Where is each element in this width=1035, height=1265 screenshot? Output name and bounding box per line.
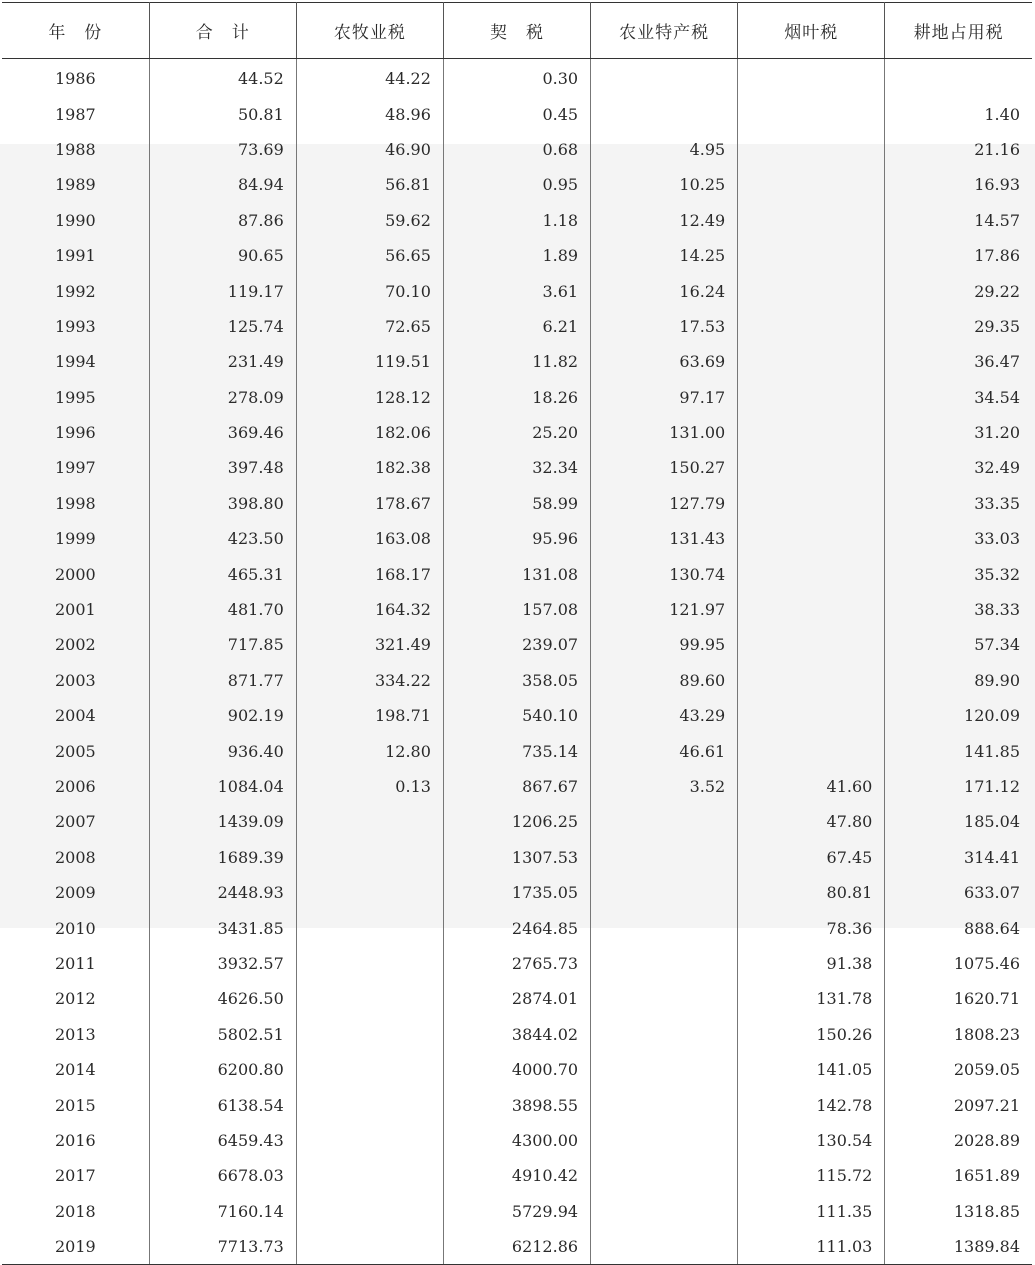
cell-special-agri-tax <box>591 59 738 97</box>
table-row <box>2 167 1032 202</box>
table-row <box>2 1017 1032 1052</box>
table-row <box>2 769 1032 804</box>
cell-total: 369.46 <box>149 415 296 450</box>
cell-deed-tax: 2874.01 <box>443 981 590 1016</box>
cell-year: 2012 <box>2 981 149 1016</box>
cell-year: 2016 <box>2 1123 149 1158</box>
cell-year: 2018 <box>2 1194 149 1229</box>
cell-tobacco-tax: 111.03 <box>738 1229 885 1265</box>
cell-agricultural-tax <box>296 1158 443 1193</box>
cell-farmland-tax: 38.33 <box>974 600 1020 620</box>
cell-special-agri-tax <box>591 1052 738 1087</box>
cell-year: 1988 <box>2 132 149 167</box>
cell-special-agri-tax: 131.43 <box>591 521 738 556</box>
cell-agricultural-tax: 334.22 <box>296 663 443 698</box>
header-total: 合 计 <box>149 3 296 59</box>
cell-deed-tax: 239.07 <box>443 627 590 662</box>
table-row <box>2 1194 1032 1229</box>
cell-farmland-tax: 29.35 <box>974 316 1020 336</box>
cell-year: 2004 <box>2 698 149 733</box>
cell-agricultural-tax <box>296 910 443 945</box>
cell-deed-tax: 2464.85 <box>443 910 590 945</box>
cell-farmland-tax: 1.40 <box>984 104 1020 124</box>
cell-deed-tax: 358.05 <box>443 663 590 698</box>
cell-agricultural-tax <box>296 1229 443 1265</box>
cell-total: 5802.51 <box>149 1017 296 1052</box>
cell-agricultural-tax <box>296 1017 443 1052</box>
cell-farmland-tax: 2097.21 <box>953 1095 1020 1115</box>
cell-farmland-tax: 21.16 <box>974 139 1020 159</box>
cell-year: 1993 <box>2 309 149 344</box>
table-row <box>2 910 1032 945</box>
table-row <box>2 627 1032 662</box>
cell-tobacco-tax <box>738 663 885 698</box>
table-row <box>2 273 1032 308</box>
header-agricultural-tax: 农牧业税 <box>296 3 443 59</box>
cell-tobacco-tax <box>738 96 885 131</box>
cell-deed-tax: 131.08 <box>443 556 590 591</box>
cell-farmland-tax: 633.07 <box>964 883 1020 903</box>
cell-tobacco-tax <box>738 627 885 662</box>
cell-year: 2002 <box>2 627 149 662</box>
cell-tobacco-tax <box>738 556 885 591</box>
cell-tobacco-tax: 91.38 <box>738 946 885 981</box>
cell-special-agri-tax: 150.27 <box>591 450 738 485</box>
cell-total: 7713.73 <box>149 1229 296 1265</box>
cell-farmland-tax: 33.03 <box>974 529 1020 549</box>
cell-year: 2015 <box>2 1087 149 1122</box>
cell-total: 1084.04 <box>149 769 296 804</box>
cell-year: 2006 <box>2 769 149 804</box>
table-row <box>2 875 1032 910</box>
cell-special-agri-tax <box>591 1229 738 1265</box>
cell-total: 231.49 <box>149 344 296 379</box>
cell-special-agri-tax: 17.53 <box>591 309 738 344</box>
cell-agricultural-tax: 321.49 <box>296 627 443 662</box>
cell-agricultural-tax: 182.38 <box>296 450 443 485</box>
tax-revenue-table <box>2 2 1032 1265</box>
cell-farmland-tax: 14.57 <box>974 210 1020 230</box>
cell-deed-tax: 0.95 <box>443 167 590 202</box>
cell-agricultural-tax: 128.12 <box>296 380 443 415</box>
cell-special-agri-tax <box>591 910 738 945</box>
cell-agricultural-tax: 46.90 <box>296 132 443 167</box>
cell-total: 7160.14 <box>149 1194 296 1229</box>
cell-special-agri-tax: 10.25 <box>591 167 738 202</box>
table-row <box>2 1052 1032 1087</box>
table-row <box>2 1123 1032 1158</box>
cell-special-agri-tax: 127.79 <box>591 486 738 521</box>
cell-farmland-tax <box>885 59 1032 97</box>
cell-total: 717.85 <box>149 627 296 662</box>
cell-farmland-tax: 2028.89 <box>953 1130 1020 1150</box>
cell-year: 2010 <box>2 910 149 945</box>
cell-tobacco-tax <box>738 132 885 167</box>
table-body <box>2 59 1032 1265</box>
cell-tobacco-tax <box>738 521 885 556</box>
cell-tobacco-tax <box>738 309 885 344</box>
table-row <box>2 96 1032 131</box>
table-row <box>2 804 1032 839</box>
cell-agricultural-tax: 56.65 <box>296 238 443 273</box>
table-row <box>2 1087 1032 1122</box>
cell-farmland-tax: 171.12 <box>964 777 1020 796</box>
header-farmland-tax: 耕地占用税 <box>885 3 1032 59</box>
cell-year: 2007 <box>2 804 149 839</box>
cell-deed-tax: 4910.42 <box>443 1158 590 1193</box>
cell-special-agri-tax: 43.29 <box>591 698 738 733</box>
cell-deed-tax: 3898.55 <box>443 1087 590 1122</box>
cell-tobacco-tax: 47.80 <box>738 804 885 839</box>
cell-deed-tax: 3.61 <box>443 273 590 308</box>
cell-deed-tax: 1206.25 <box>443 804 590 839</box>
cell-farmland-tax: 89.90 <box>974 670 1020 690</box>
cell-special-agri-tax <box>591 1087 738 1122</box>
cell-agricultural-tax <box>296 804 443 839</box>
cell-tobacco-tax <box>738 450 885 485</box>
cell-tobacco-tax: 142.78 <box>738 1087 885 1122</box>
cell-deed-tax: 0.68 <box>443 132 590 167</box>
cell-tobacco-tax: 141.05 <box>738 1052 885 1087</box>
cell-deed-tax: 3844.02 <box>443 1017 590 1052</box>
cell-year: 1994 <box>2 344 149 379</box>
cell-special-agri-tax: 63.69 <box>591 344 738 379</box>
table-row <box>2 663 1032 698</box>
cell-agricultural-tax: 168.17 <box>296 556 443 591</box>
cell-farmland-tax: 36.47 <box>974 352 1020 372</box>
cell-tobacco-tax <box>738 698 885 733</box>
cell-agricultural-tax <box>296 875 443 910</box>
cell-total: 44.52 <box>149 59 296 97</box>
table-row <box>2 309 1032 344</box>
cell-year: 1995 <box>2 380 149 415</box>
cell-year: 2000 <box>2 556 149 591</box>
cell-deed-tax: 5729.94 <box>443 1194 590 1229</box>
cell-year: 2009 <box>2 875 149 910</box>
cell-deed-tax: 4300.00 <box>443 1123 590 1158</box>
cell-year: 2013 <box>2 1017 149 1052</box>
cell-farmland-tax: 2059.05 <box>953 1060 1020 1080</box>
cell-tobacco-tax: 131.78 <box>738 981 885 1016</box>
cell-deed-tax: 6.21 <box>443 309 590 344</box>
cell-deed-tax: 0.30 <box>443 59 590 97</box>
table-row <box>2 486 1032 521</box>
table-row <box>2 556 1032 591</box>
cell-total: 6459.43 <box>149 1123 296 1158</box>
cell-total: 1689.39 <box>149 840 296 875</box>
cell-total: 50.81 <box>149 96 296 131</box>
cell-tobacco-tax <box>738 344 885 379</box>
table-row <box>2 1158 1032 1193</box>
cell-agricultural-tax <box>296 1087 443 1122</box>
table-row <box>2 238 1032 273</box>
table-row <box>2 946 1032 981</box>
table-row <box>2 1229 1032 1265</box>
cell-total: 871.77 <box>149 663 296 698</box>
cell-year: 1999 <box>2 521 149 556</box>
cell-year: 2003 <box>2 663 149 698</box>
cell-tobacco-tax <box>738 203 885 238</box>
cell-agricultural-tax: 56.81 <box>296 167 443 202</box>
cell-total: 278.09 <box>149 380 296 415</box>
cell-year: 2014 <box>2 1052 149 1087</box>
cell-agricultural-tax: 70.10 <box>296 273 443 308</box>
cell-deed-tax: 32.34 <box>443 450 590 485</box>
cell-deed-tax: 11.82 <box>443 344 590 379</box>
cell-deed-tax: 4000.70 <box>443 1052 590 1087</box>
cell-deed-tax: 157.08 <box>443 592 590 627</box>
cell-total: 6200.80 <box>149 1052 296 1087</box>
header-deed-tax: 契 税 <box>443 3 590 59</box>
cell-farmland-tax: 34.54 <box>974 387 1020 407</box>
table-row <box>2 203 1032 238</box>
cell-tobacco-tax <box>738 592 885 627</box>
cell-special-agri-tax: 99.95 <box>591 627 738 662</box>
table-row <box>2 698 1032 733</box>
cell-deed-tax: 95.96 <box>443 521 590 556</box>
header-year: 年 份 <box>2 3 149 59</box>
cell-agricultural-tax <box>296 1194 443 1229</box>
table-row <box>2 344 1032 379</box>
cell-year: 2001 <box>2 592 149 627</box>
cell-special-agri-tax: 12.49 <box>591 203 738 238</box>
cell-farmland-tax: 35.32 <box>974 564 1020 584</box>
cell-deed-tax: 1307.53 <box>443 840 590 875</box>
cell-total: 87.86 <box>149 203 296 238</box>
cell-farmland-tax: 1620.71 <box>953 989 1020 1009</box>
cell-agricultural-tax <box>296 840 443 875</box>
cell-total: 397.48 <box>149 450 296 485</box>
cell-special-agri-tax <box>591 1158 738 1193</box>
cell-special-agri-tax <box>591 1194 738 1229</box>
cell-special-agri-tax <box>591 981 738 1016</box>
cell-special-agri-tax <box>591 804 738 839</box>
header-row <box>2 3 1032 59</box>
cell-deed-tax: 2765.73 <box>443 946 590 981</box>
cell-tobacco-tax: 111.35 <box>738 1194 885 1229</box>
table-row <box>2 521 1032 556</box>
cell-agricultural-tax: 164.32 <box>296 592 443 627</box>
table-row <box>2 733 1032 768</box>
cell-deed-tax: 1.18 <box>443 203 590 238</box>
table-row <box>2 840 1032 875</box>
cell-farmland-tax: 17.86 <box>974 246 1020 266</box>
cell-agricultural-tax: 48.96 <box>296 96 443 131</box>
cell-total: 4626.50 <box>149 981 296 1016</box>
table-row <box>2 380 1032 415</box>
cell-deed-tax: 0.45 <box>443 96 590 131</box>
cell-year: 1991 <box>2 238 149 273</box>
cell-year: 1998 <box>2 486 149 521</box>
cell-total: 90.65 <box>149 238 296 273</box>
cell-farmland-tax: 29.22 <box>974 281 1020 301</box>
cell-farmland-tax: 314.41 <box>964 847 1020 867</box>
cell-total: 423.50 <box>149 521 296 556</box>
table-row <box>2 981 1032 1016</box>
cell-year: 1997 <box>2 450 149 485</box>
cell-special-agri-tax: 3.52 <box>591 769 738 804</box>
cell-year: 1987 <box>2 96 149 131</box>
cell-total: 1439.09 <box>149 804 296 839</box>
cell-deed-tax: 540.10 <box>443 698 590 733</box>
cell-agricultural-tax <box>296 1052 443 1087</box>
cell-deed-tax: 6212.86 <box>443 1229 590 1265</box>
cell-tobacco-tax: 80.81 <box>738 875 885 910</box>
cell-agricultural-tax: 0.13 <box>296 769 443 804</box>
cell-deed-tax: 25.20 <box>443 415 590 450</box>
cell-special-agri-tax: 89.60 <box>591 663 738 698</box>
cell-special-agri-tax: 16.24 <box>591 273 738 308</box>
table-row <box>2 450 1032 485</box>
cell-farmland-tax: 185.04 <box>964 812 1020 832</box>
cell-total: 84.94 <box>149 167 296 202</box>
cell-special-agri-tax: 130.74 <box>591 556 738 591</box>
cell-deed-tax: 18.26 <box>443 380 590 415</box>
cell-total: 125.74 <box>149 309 296 344</box>
cell-total: 3431.85 <box>149 910 296 945</box>
cell-special-agri-tax: 46.61 <box>591 733 738 768</box>
cell-agricultural-tax <box>296 981 443 1016</box>
header-special-agri-tax: 农业特产税 <box>591 3 738 59</box>
cell-year: 2011 <box>2 946 149 981</box>
cell-special-agri-tax <box>591 840 738 875</box>
cell-total: 902.19 <box>149 698 296 733</box>
table-row <box>2 592 1032 627</box>
cell-year: 1992 <box>2 273 149 308</box>
cell-deed-tax: 735.14 <box>443 733 590 768</box>
cell-agricultural-tax: 59.62 <box>296 203 443 238</box>
cell-tobacco-tax <box>738 238 885 273</box>
cell-total: 6678.03 <box>149 1158 296 1193</box>
cell-farmland-tax: 1318.85 <box>953 1201 1020 1221</box>
cell-farmland-tax: 32.49 <box>974 458 1020 478</box>
cell-agricultural-tax: 44.22 <box>296 59 443 97</box>
cell-tobacco-tax: 41.60 <box>738 769 885 804</box>
cell-tobacco-tax <box>738 733 885 768</box>
cell-year: 1990 <box>2 203 149 238</box>
cell-special-agri-tax: 121.97 <box>591 592 738 627</box>
cell-farmland-tax: 33.35 <box>974 493 1020 513</box>
cell-total: 2448.93 <box>149 875 296 910</box>
cell-total: 3932.57 <box>149 946 296 981</box>
cell-deed-tax: 58.99 <box>443 486 590 521</box>
cell-tobacco-tax <box>738 380 885 415</box>
cell-total: 481.70 <box>149 592 296 627</box>
cell-special-agri-tax: 4.95 <box>591 132 738 167</box>
cell-agricultural-tax: 163.08 <box>296 521 443 556</box>
cell-total: 6138.54 <box>149 1087 296 1122</box>
cell-agricultural-tax: 12.80 <box>296 733 443 768</box>
cell-tobacco-tax: 115.72 <box>738 1158 885 1193</box>
cell-farmland-tax: 1651.89 <box>953 1166 1020 1186</box>
cell-total: 73.69 <box>149 132 296 167</box>
cell-deed-tax: 1.89 <box>443 238 590 273</box>
cell-special-agri-tax <box>591 96 738 131</box>
cell-farmland-tax: 141.85 <box>964 741 1020 761</box>
cell-total: 119.17 <box>149 273 296 308</box>
cell-year: 2008 <box>2 840 149 875</box>
cell-farmland-tax: 1075.46 <box>953 953 1020 973</box>
cell-agricultural-tax: 182.06 <box>296 415 443 450</box>
cell-year: 1996 <box>2 415 149 450</box>
cell-special-agri-tax: 97.17 <box>591 380 738 415</box>
cell-farmland-tax: 1389.84 <box>885 1229 1032 1265</box>
table-row <box>2 415 1032 450</box>
cell-farmland-tax: 57.34 <box>974 635 1020 655</box>
cell-tobacco-tax: 67.45 <box>738 840 885 875</box>
cell-farmland-tax: 31.20 <box>974 423 1020 443</box>
cell-tobacco-tax: 150.26 <box>738 1017 885 1052</box>
cell-tobacco-tax <box>738 486 885 521</box>
cell-tobacco-tax: 130.54 <box>738 1123 885 1158</box>
cell-deed-tax: 867.67 <box>443 769 590 804</box>
cell-year: 2019 <box>2 1229 149 1265</box>
cell-farmland-tax: 120.09 <box>964 706 1020 726</box>
table-row <box>2 132 1032 167</box>
cell-total: 465.31 <box>149 556 296 591</box>
cell-year: 1986 <box>2 59 149 97</box>
cell-deed-tax: 1735.05 <box>443 875 590 910</box>
header-tobacco-tax: 烟叶税 <box>738 3 885 59</box>
cell-tobacco-tax <box>738 167 885 202</box>
cell-tobacco-tax: 78.36 <box>738 910 885 945</box>
cell-farmland-tax: 1808.23 <box>953 1024 1020 1044</box>
cell-year: 2005 <box>2 733 149 768</box>
cell-special-agri-tax <box>591 1017 738 1052</box>
cell-special-agri-tax: 131.00 <box>591 415 738 450</box>
cell-agricultural-tax: 178.67 <box>296 486 443 521</box>
cell-farmland-tax: 16.93 <box>974 175 1020 195</box>
cell-year: 2017 <box>2 1158 149 1193</box>
cell-agricultural-tax: 72.65 <box>296 309 443 344</box>
cell-special-agri-tax <box>591 1123 738 1158</box>
cell-special-agri-tax <box>591 946 738 981</box>
cell-agricultural-tax: 119.51 <box>296 344 443 379</box>
cell-agricultural-tax <box>296 1123 443 1158</box>
cell-tobacco-tax <box>738 273 885 308</box>
cell-agricultural-tax <box>296 946 443 981</box>
cell-special-agri-tax: 14.25 <box>591 238 738 273</box>
cell-total: 398.80 <box>149 486 296 521</box>
cell-special-agri-tax <box>591 875 738 910</box>
cell-agricultural-tax: 198.71 <box>296 698 443 733</box>
cell-tobacco-tax <box>738 59 885 97</box>
cell-total: 936.40 <box>149 733 296 768</box>
table-row <box>2 59 1032 97</box>
cell-tobacco-tax <box>738 415 885 450</box>
cell-farmland-tax: 888.64 <box>964 918 1020 938</box>
cell-year: 1989 <box>2 167 149 202</box>
